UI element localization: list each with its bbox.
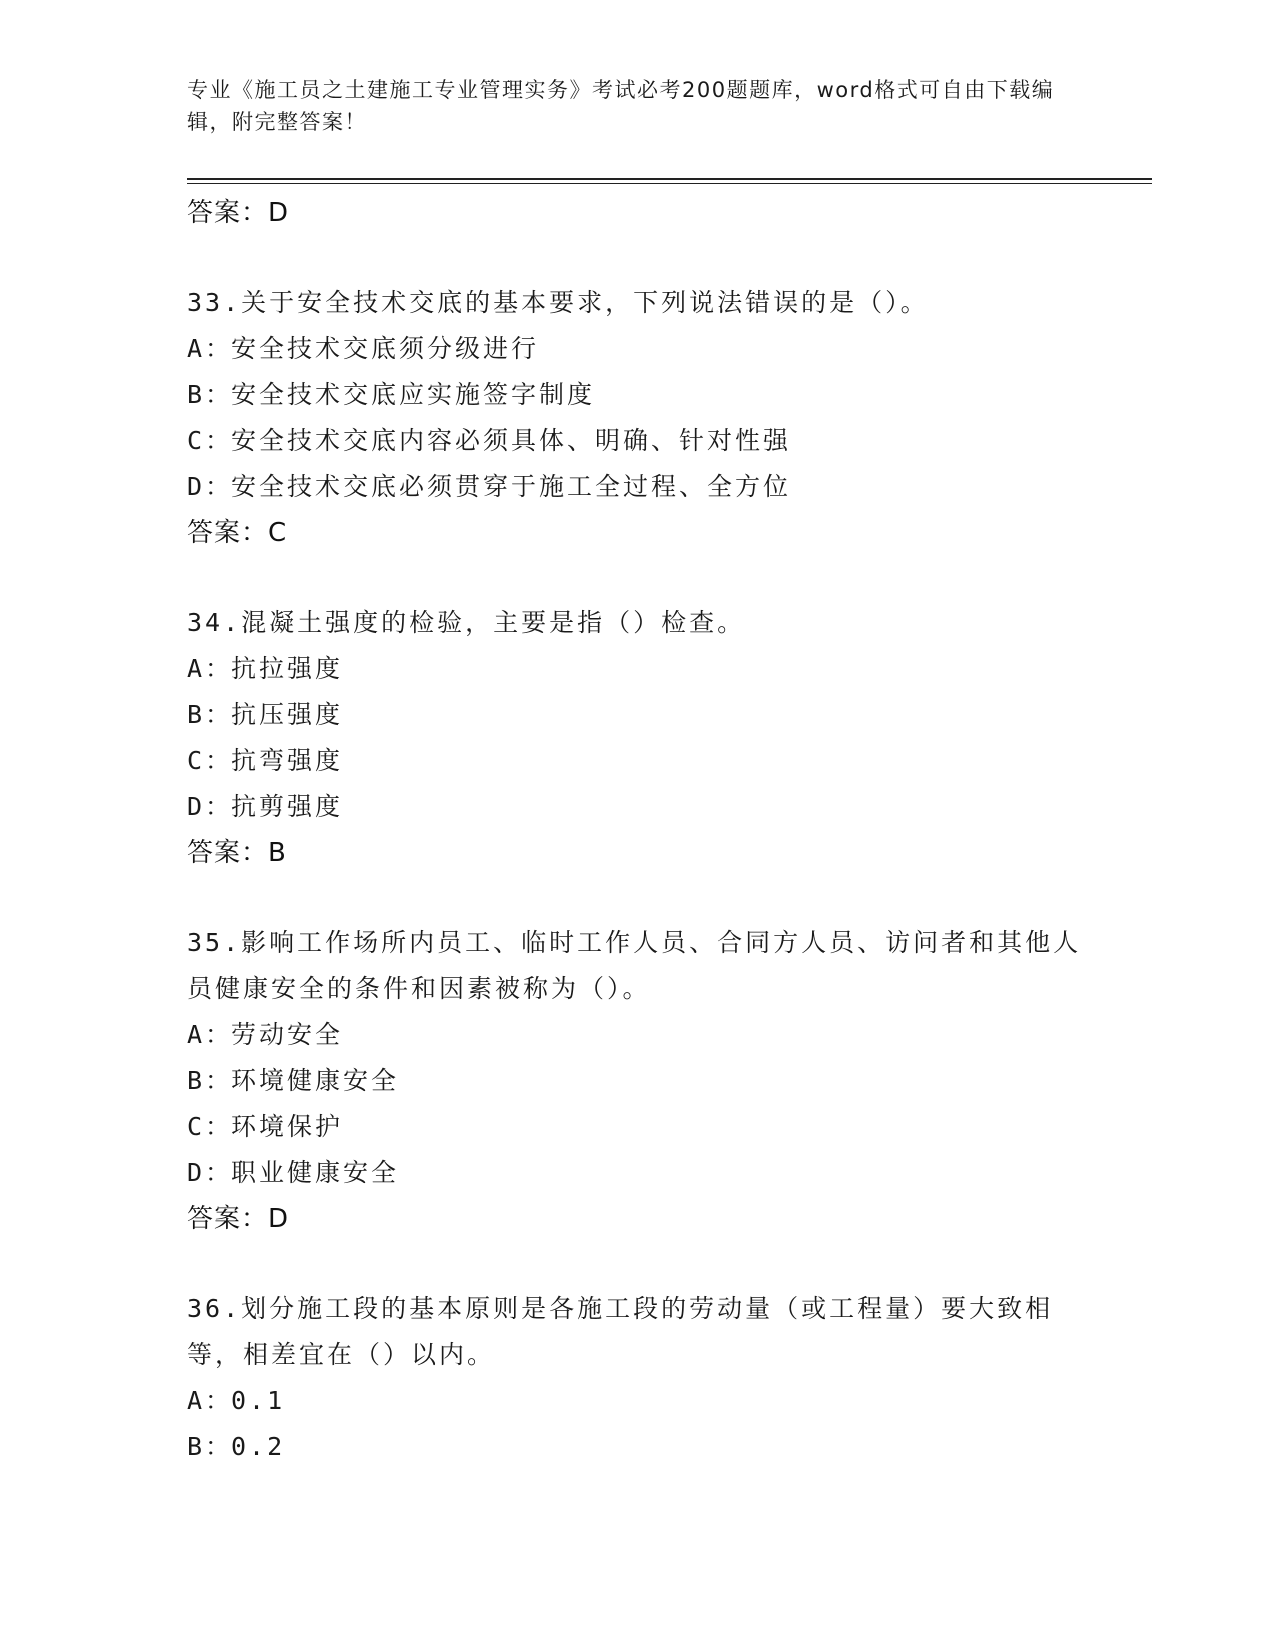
answer-previous: 答案：D	[187, 198, 290, 228]
option-text: 抗剪强度	[231, 792, 344, 821]
option-d	[187, 784, 1087, 830]
option-a	[187, 646, 1087, 692]
question-text: 33.关于安全技术交底的基本要求，下列说法错误的是（）。	[187, 288, 929, 317]
option-key: A：	[187, 654, 234, 683]
option-a	[187, 1378, 1087, 1424]
option-text: 环境保护	[231, 1112, 344, 1141]
answer: 答案：C	[187, 518, 288, 548]
option-key: A：	[187, 1020, 234, 1049]
option-key: D：	[187, 792, 234, 821]
question-35	[187, 920, 1087, 1242]
option-key: B：	[187, 700, 234, 729]
option-a	[187, 1012, 1087, 1058]
header-rule-thin	[187, 183, 1152, 184]
option-b	[187, 692, 1087, 738]
option-text: 抗弯强度	[231, 746, 344, 775]
option-text: 抗拉强度	[231, 654, 344, 683]
option-key: C：	[187, 1112, 234, 1141]
option-b	[187, 372, 1087, 418]
option-text: 0.2	[231, 1432, 286, 1461]
option-text: 环境健康安全	[231, 1066, 400, 1095]
option-key: C：	[187, 426, 234, 455]
option-key: A：	[187, 334, 234, 363]
option-text: 安全技术交底内容必须具体、明确、针对性强	[231, 426, 792, 455]
option-key: B：	[187, 1066, 234, 1095]
option-text: 安全技术交底必须贯穿于施工全过程、全方位	[231, 472, 792, 501]
answer: 答案：D	[187, 1204, 290, 1234]
option-key: D：	[187, 1158, 234, 1187]
answer: 答案：B	[187, 838, 287, 868]
option-text: 劳动安全	[231, 1020, 344, 1049]
question-34	[187, 600, 1087, 876]
option-text: 安全技术交底须分级进行	[231, 334, 540, 363]
option-c	[187, 418, 1087, 464]
option-text: 抗压强度	[231, 700, 344, 729]
question-33	[187, 280, 1087, 556]
option-b	[187, 1058, 1087, 1104]
option-d	[187, 464, 1087, 510]
option-text: 0.1	[231, 1386, 286, 1415]
option-d	[187, 1150, 1087, 1196]
page-header: 专业《施工员之土建施工专业管理实务》考试必考200题题库，word格式可自由下载编辑，附完整答案！	[187, 78, 1055, 134]
option-b	[187, 1424, 1087, 1470]
document-body	[187, 188, 1087, 1470]
option-text: 职业健康安全	[231, 1158, 400, 1187]
option-key: B：	[187, 1432, 234, 1461]
question-36	[187, 1286, 1087, 1470]
question-text: 35.影响工作场所内员工、临时工作人员、合同方人员、访问者和其他人员健康安全的条件和因素被称为（）。	[187, 928, 1082, 1003]
option-key: C：	[187, 746, 234, 775]
option-c	[187, 1104, 1087, 1150]
option-key: B：	[187, 380, 234, 409]
option-a	[187, 326, 1087, 372]
question-text: 36.划分施工段的基本原则是各施工段的劳动量（或工程量）要大致相等，相差宜在（）以内。	[187, 1294, 1054, 1369]
option-key: D：	[187, 472, 234, 501]
option-c	[187, 738, 1087, 784]
question-text: 34.混凝土强度的检验，主要是指（）检查。	[187, 608, 746, 637]
option-key: A：	[187, 1386, 234, 1415]
header-rule-thick	[187, 178, 1152, 180]
option-text: 安全技术交底应实施签字制度	[231, 380, 596, 409]
